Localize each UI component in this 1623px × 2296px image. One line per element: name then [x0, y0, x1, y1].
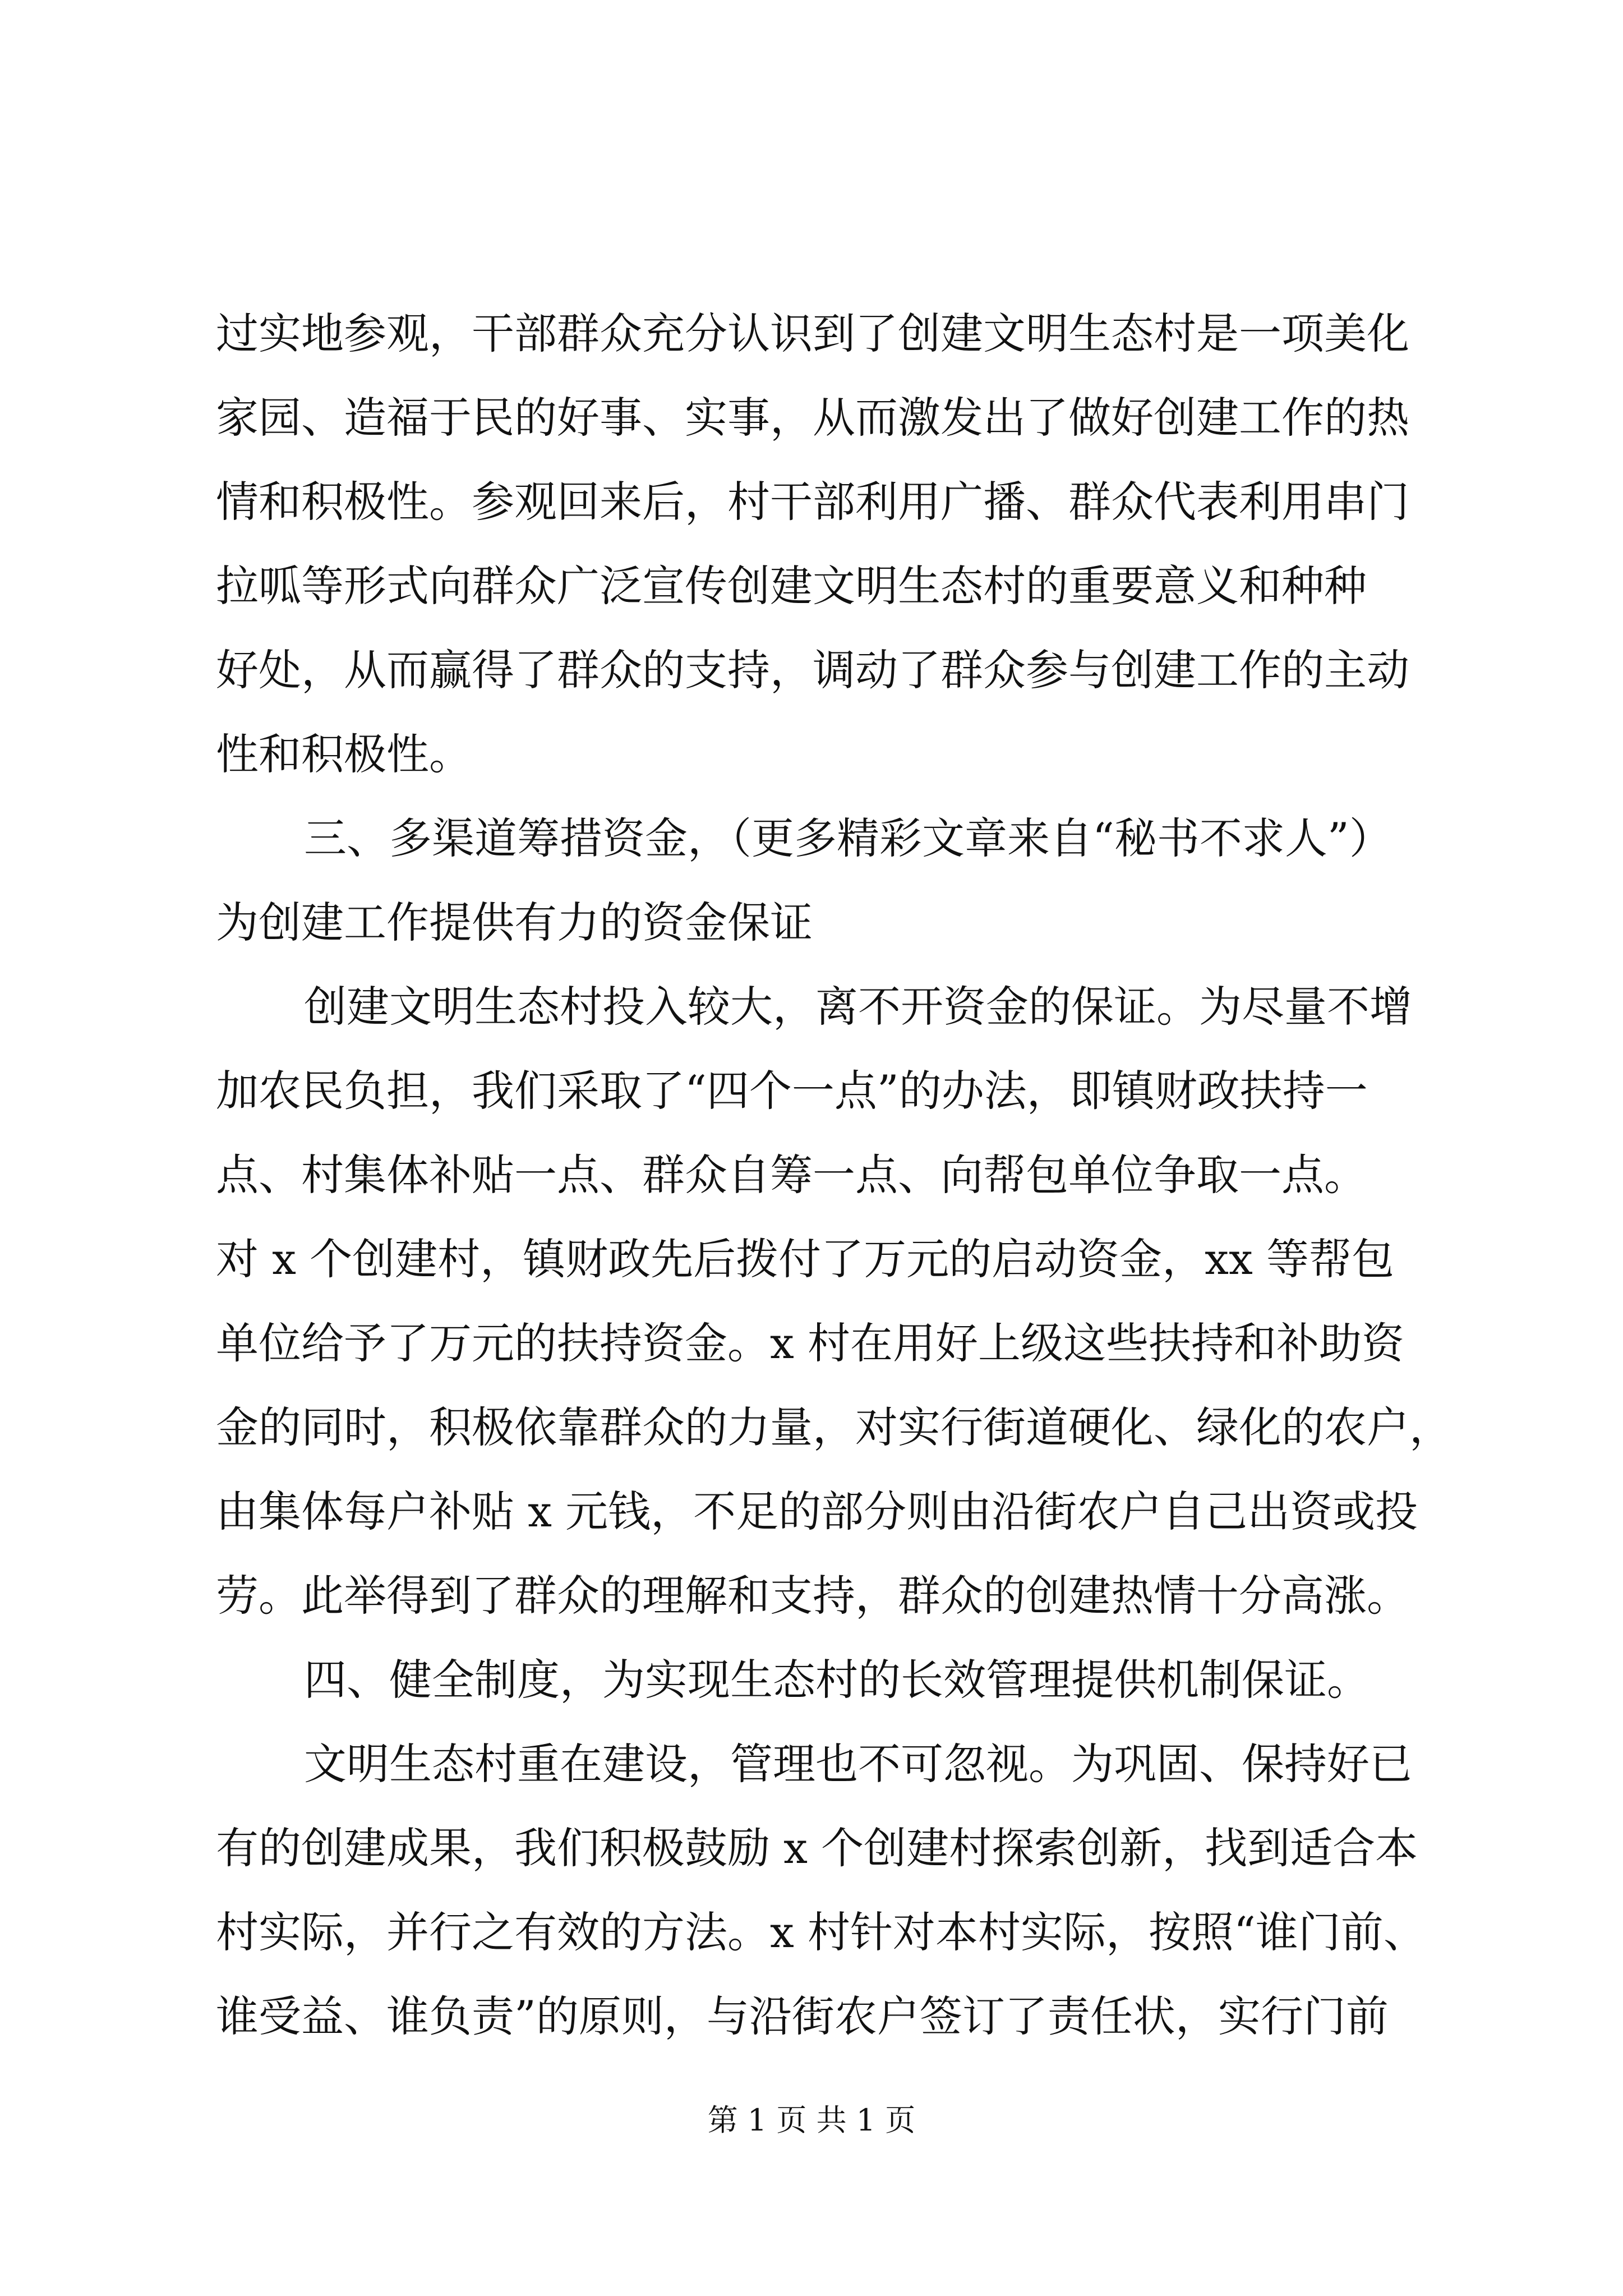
body-text-line: 单位给予了万元的扶持资金。x 村在用好上级这些扶持和补助资: [216, 1318, 1405, 1368]
section-heading-line: 为创建工作提供有力的资金保证: [216, 898, 813, 947]
body-text-line: 点、村集体补贴一点、群众自筹一点、向帮包单位争取一点。: [216, 1150, 1367, 1200]
body-text-line: 文明生态村重在建设，管理也不可忽视。为巩固、保持好已: [304, 1739, 1412, 1789]
body-text-line: 拉呱等形式向群众广泛宣传创建文明生态村的重要意义和种种: [216, 561, 1367, 611]
body-text-line: 加农民负担，我们采取了“四个一点”的办法，即镇财政扶持一: [216, 1066, 1368, 1116]
body-text-line: 好处，从而赢得了群众的支持，调动了群众参与创建工作的主动: [216, 645, 1409, 695]
section-heading-line: 四、健全制度，为实现生态村的长效管理提供机制保证。: [304, 1655, 1370, 1705]
body-text-line: 性和积极性。: [216, 729, 472, 779]
body-text-line: 过实地参观，干部群众充分认识到了创建文明生态村是一项美化: [216, 309, 1409, 358]
body-text-line: 金的同时，积极依靠群众的力量，对实行街道硬化、绿化的农户，: [216, 1402, 1452, 1452]
body-text-line: 创建文明生态村投入较大，离不开资金的保证。为尽量不增: [304, 982, 1412, 1032]
section-heading-line: 三、多渠道筹措资金，（更多精彩文章来自“秘书不求人”）: [304, 813, 1392, 863]
body-text-line: 对 x 个创建村，镇财政先后拨付了万元的启动资金，xx 等帮包: [216, 1234, 1395, 1284]
body-text-line: 村实际，并行之有效的方法。x 村针对本村实际，按照“谁门前、: [216, 1907, 1426, 1957]
body-text-line: 劳。此举得到了群众的理解和支持，群众的创建热情十分高涨。: [216, 1571, 1409, 1621]
body-text-line: 家园、造福于民的好事、实事，从而激发出了做好创建工作的热: [216, 393, 1409, 443]
page-footer: 第 1 页 共 1 页: [707, 2102, 916, 2138]
body-text-line: 谁受益、谁负责”的原则，与沿街农户签订了责任状，实行门前: [216, 1991, 1389, 2041]
body-text-line: 情和积极性。参观回来后，村干部利用广播、群众代表利用串门: [216, 477, 1409, 527]
body-text-line: 由集体每户补贴 x 元钱，不足的部分则由沿街农户自己出资或投: [216, 1487, 1418, 1536]
body-text-line: 有的创建成果，我们积极鼓励 x 个创建村探索创新，找到适合本: [216, 1823, 1418, 1873]
